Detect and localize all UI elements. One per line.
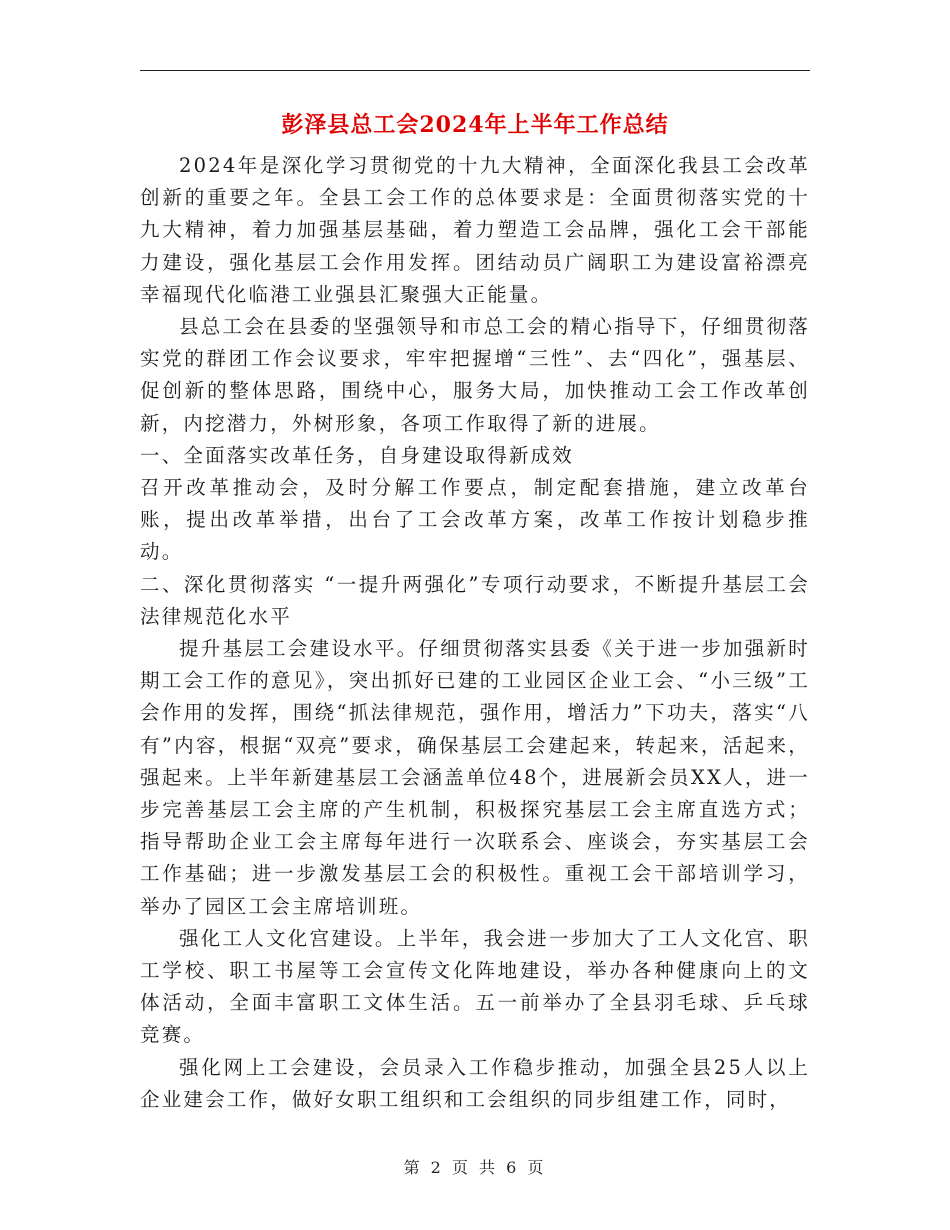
document-title: 彭泽县总工会2024年上半年工作总结: [281, 112, 669, 138]
document-body: [140, 150, 810, 1116]
paragraph-online-union: 强化网上工会建设，会员录入工作稳步推动，加强全县25人以上企业建会工作，做好女职工组织和工会组织的同步组建工作，同时，: [140, 1055, 810, 1111]
paragraph-intro: 2024年是深化学习贯彻党的十九大精神，全面深化我县工会改革创新的重要之年。全县工会工作的总体要求是：全面贯彻落实党的十九大精神，着力加强基层基础，着力塑造工会品牌，强化工会干部能力建设，强化基层工会作用发挥。团结动员广阔职工为建设富裕漂亮幸福现代化临港工业强县汇聚强大正能量。: [140, 154, 810, 306]
paragraph-reform: 召开改革推动会，及时分解工作要点，制定配套措施，建立改革台账，提出改革举措，出台了工会改革方案，改革工作按计划稳步推动。: [140, 476, 810, 564]
paragraph-culture-palace: 强化工人文化宫建设。上半年，我会进一步加大了工人文化宫、职工学校、职工书屋等工会宣传文化阵地建设，举办各种健康向上的文体活动，全面丰富职工文体生活。五一前举办了全县羽毛球、乒乓球竞赛。: [140, 926, 810, 1047]
section-heading-1: 一、全面落实改革任务，自身建设取得新成效: [140, 443, 575, 467]
page-number: 第 2 页 共 6 页: [403, 1158, 547, 1177]
section-heading-2: 二、深化贯彻落实 “一提升两强化”专项行动要求，不断提升基层工会法律规范化水平: [140, 572, 810, 628]
paragraph-overview: 县总工会在县委的坚强领导和市总工会的精心指导下，仔细贯彻落实党的群团工作会议要求，牢牢把握增“三性”、去“四化”，强基层、促创新的整体思路，围绕中心，服务大局，加快推动工会工作改革创新，内挖潜力，外树形象，各项工作取得了新的进展。: [140, 315, 810, 435]
paragraph-grassroots: 提升基层工会建设水平。仔细贯彻落实县委《关于进一步加强新时期工会工作的意见》，突出抓好已建的工业园区企业工会、“小三级”工会作用的发挥，围绕“抓法律规范，强作用，增活力”下功夫，落实“八有”内容，根据“双亮”要求，确保基层工会建起来，转起来，活起来，强起来。上半年新建基层工会涵盖单位48个，进展新会员XX人，进一步完善基层工会主席的产生机制，积极探究基层工会主席直选方式；指导帮助企业工会主席每年进行一次联系会、座谈会，夯实基层工会工作基础；进一步激发基层工会的积极性。重视工会干部培训学习，举办了园区工会主席培训班。: [140, 637, 810, 918]
header-rule: [140, 70, 810, 71]
